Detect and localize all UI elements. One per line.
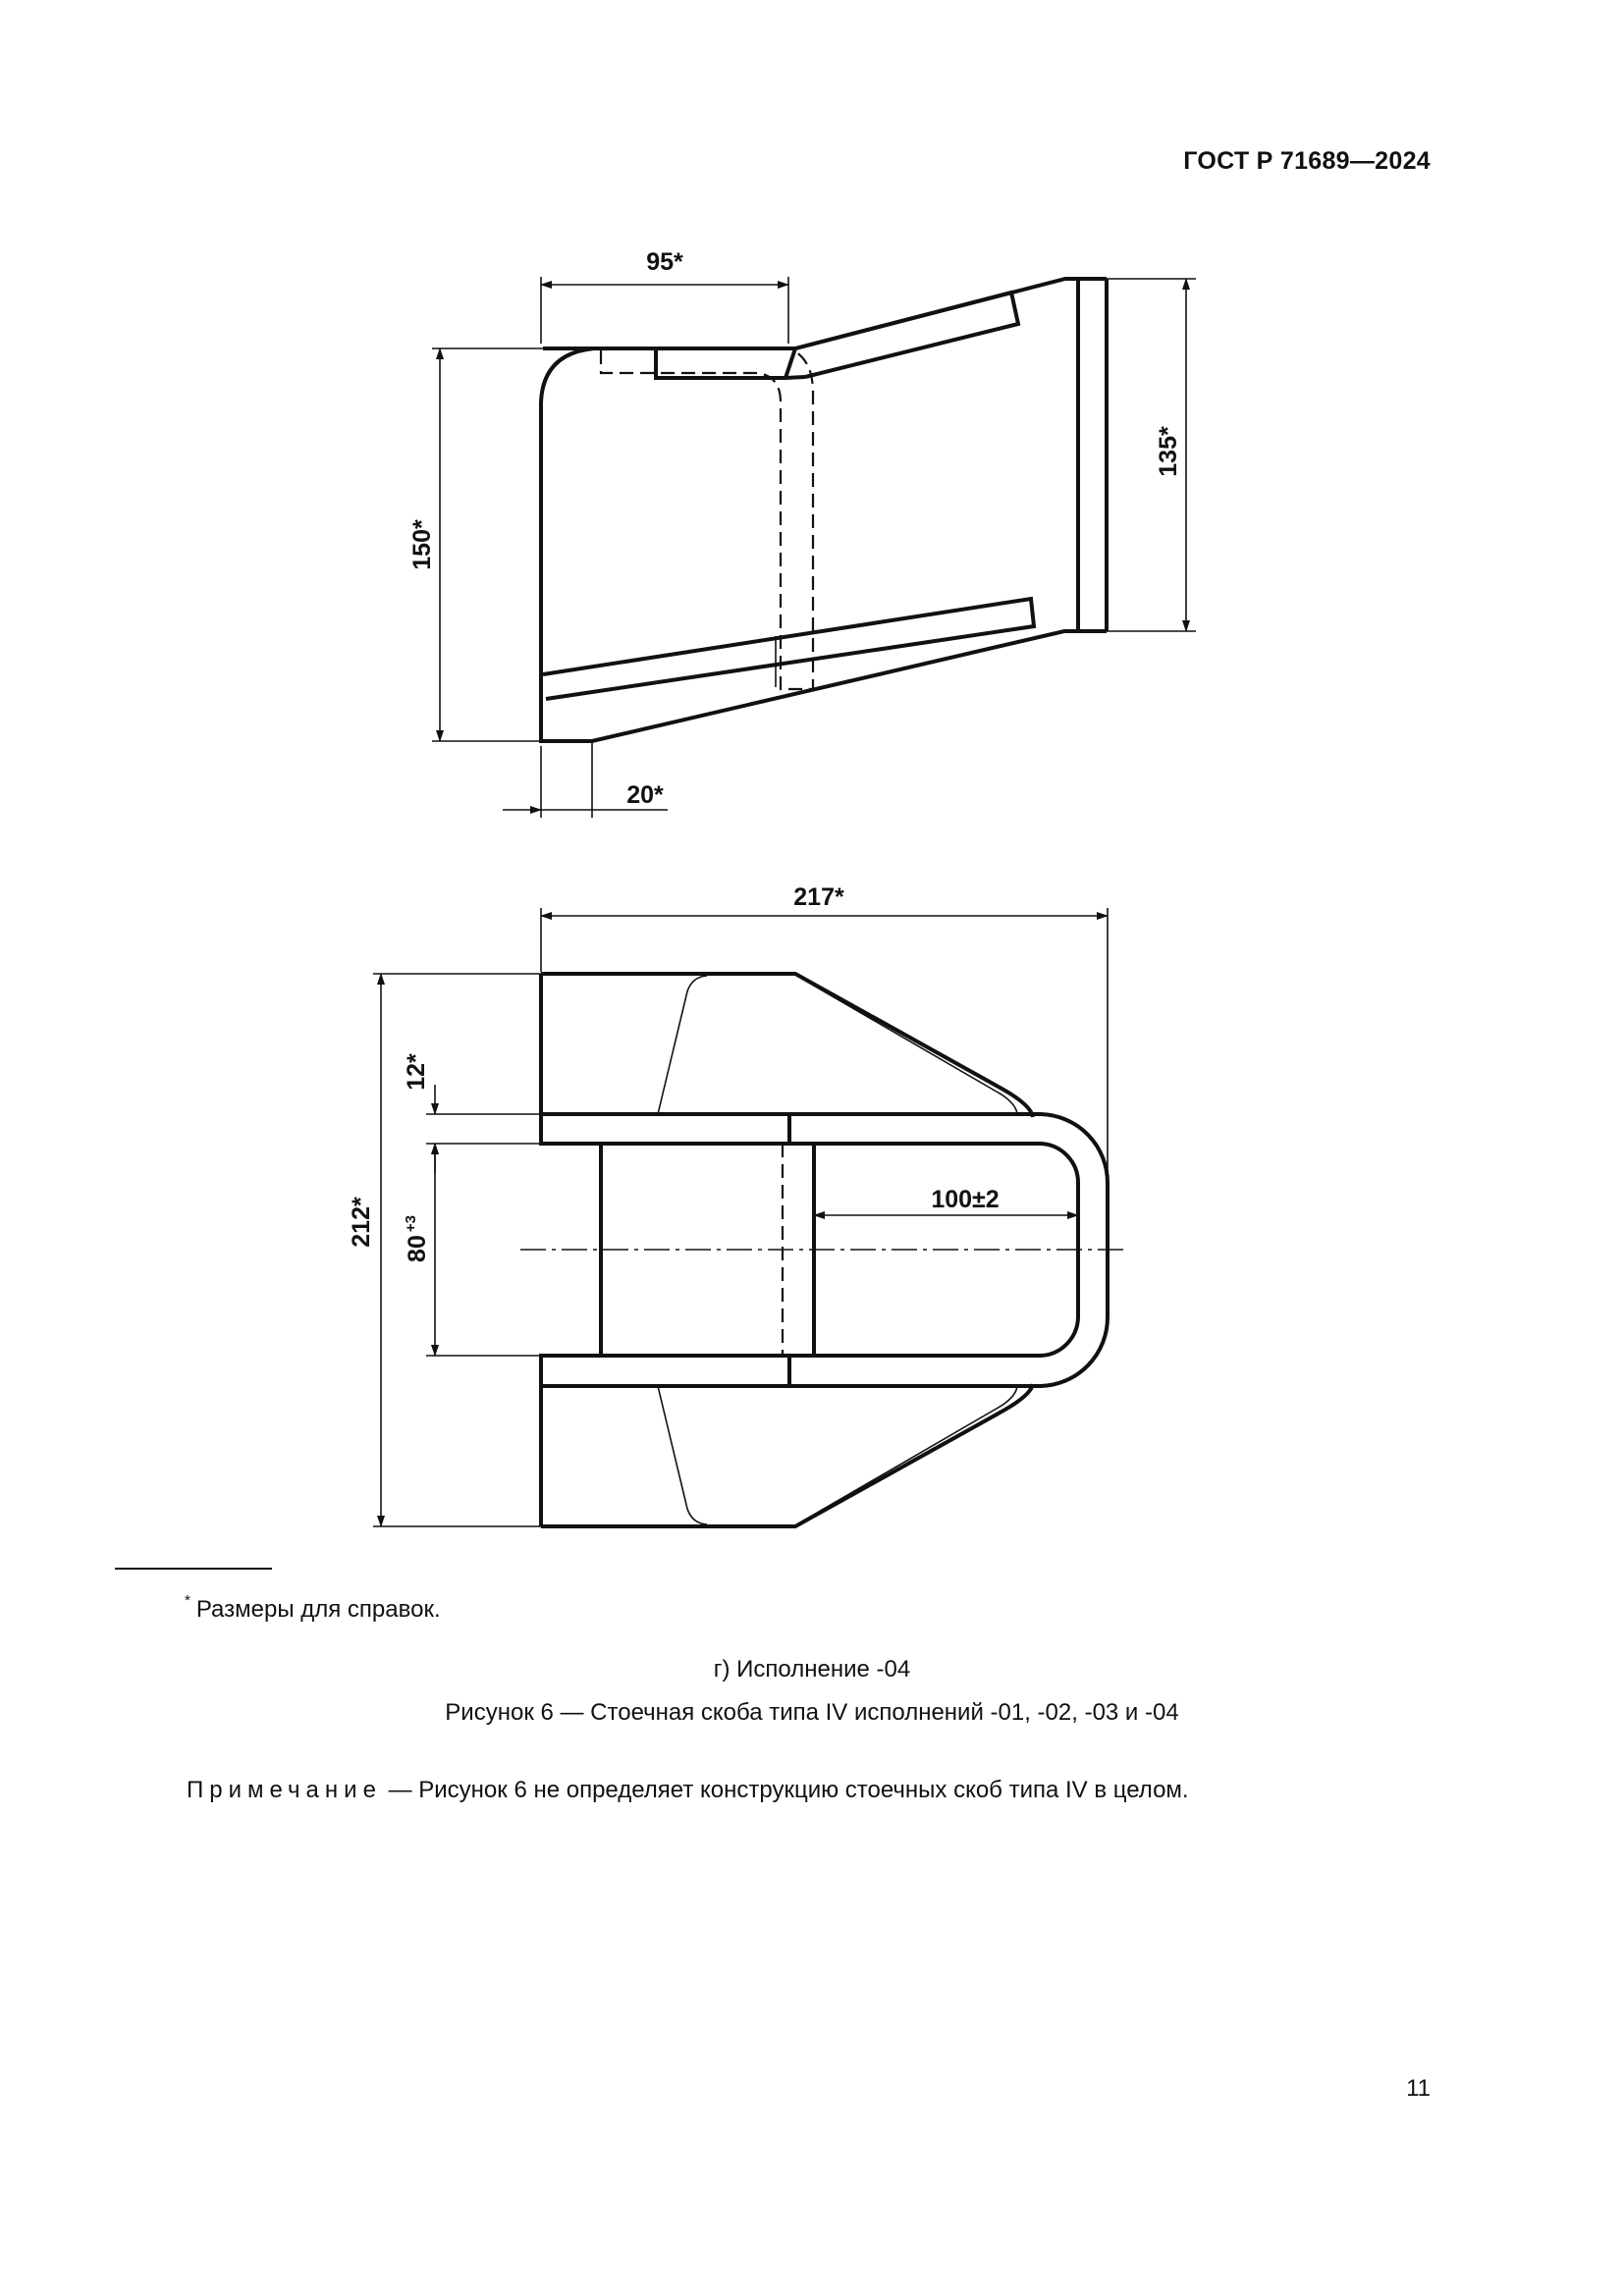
dim-100: 100±2 <box>931 1186 1000 1213</box>
dim-80: $80^{+3}$ <box>403 1215 431 1262</box>
note-text: — Рисунок 6 не определяет конструкцию стоечных скоб типа IV в целом. <box>381 1777 1189 1803</box>
dim-20: 20* <box>626 781 664 809</box>
figure-caption: Рисунок 6 — Стоечная скоба типа IV исполнений -01, -02, -03 и -04 <box>445 1699 1179 1726</box>
dim-12: 12* <box>403 1053 430 1091</box>
subfigure-caption: г) Исполнение -04 <box>713 1656 911 1682</box>
footnote <box>185 1592 441 1624</box>
front-view <box>348 883 1124 1526</box>
dim-217: 217* <box>793 883 844 911</box>
footnote-rule <box>115 1568 272 1570</box>
page-number: 11 <box>1406 2075 1431 2102</box>
footnote-mark: * <box>185 1592 190 1609</box>
dim-95: 95* <box>646 248 683 276</box>
footnote-text: Размеры для справок. <box>195 1596 441 1623</box>
dim-212: 212* <box>348 1197 375 1248</box>
document-code: ГОСТ Р 71689—2024 <box>1183 147 1431 175</box>
note-label: Примечание <box>187 1777 382 1803</box>
note <box>187 1777 1189 1804</box>
dim-80-tolerance: +3 <box>403 1215 419 1233</box>
dim-150: 150* <box>408 519 436 570</box>
top-view <box>408 248 1196 818</box>
dim-135: 135* <box>1155 426 1182 477</box>
